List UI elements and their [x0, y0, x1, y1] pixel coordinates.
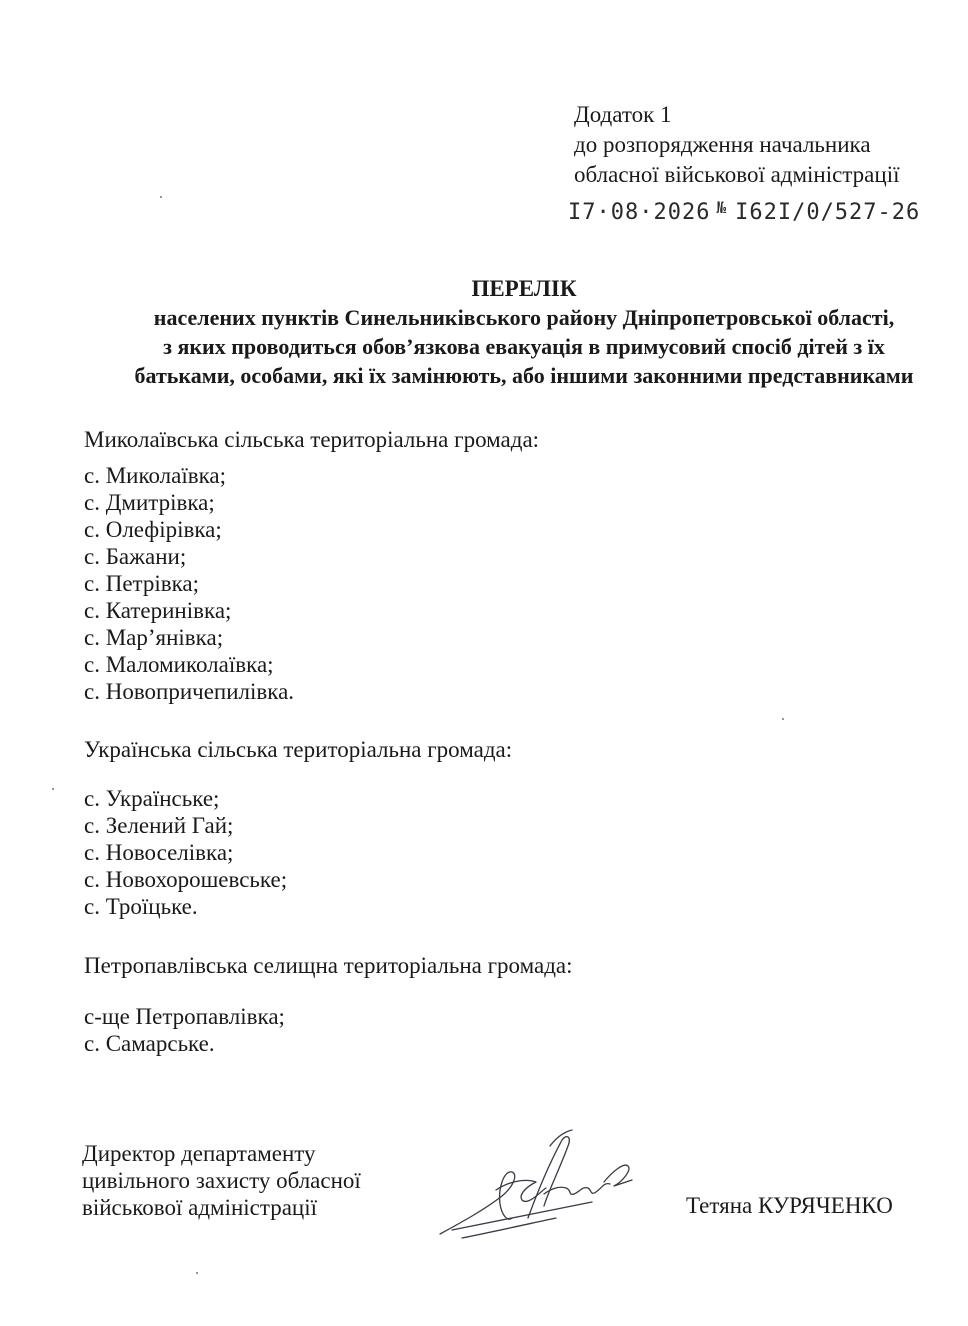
community-name: Українська сільська територіальна громада:	[84, 737, 513, 762]
community-section-mykolaivska	[84, 426, 539, 705]
heading-line-1: населених пунктів Синельниківського району Дніпропетровської області,	[153, 305, 895, 330]
list-item: с. Троїцьке.	[84, 894, 198, 919]
heading-line-2: з яких проводиться обов’язкова евакуація в примусовий спосіб дітей з їх	[163, 334, 885, 359]
appendix-block	[574, 100, 899, 190]
list-item: с. Українське;	[84, 786, 220, 811]
community-name: Миколаївська сільська територіальна громада:	[84, 427, 540, 452]
scan-speck	[52, 788, 54, 790]
settlement-list	[84, 785, 512, 920]
registration-number: I62I/0/527-26	[735, 200, 921, 225]
signer-position-line-3: військової адміністрації	[82, 1195, 317, 1220]
scan-speck	[782, 718, 784, 720]
appendix-line-3: обласної військової адміністрації	[574, 162, 900, 187]
document-title: ПЕРЕЛІК	[471, 276, 577, 301]
list-item: с. Мар’янівка;	[84, 625, 224, 650]
document-heading	[80, 274, 968, 390]
settlement-list	[84, 462, 539, 705]
scan-speck	[160, 196, 162, 198]
registration-stamp	[568, 198, 920, 225]
list-item: с. Катеринівка;	[84, 598, 232, 623]
list-item: с. Новохорошевське;	[84, 867, 288, 892]
list-item: с. Маломиколаївка;	[84, 652, 274, 677]
community-name: Петропавлівська селищна територіальна громада:	[84, 953, 573, 978]
signer-position-line-1: Директор департаменту	[82, 1141, 316, 1166]
list-item: с. Новоселівка;	[84, 840, 234, 865]
signer-position	[82, 1140, 361, 1221]
signer-position-line-2: цивільного захисту обласної	[82, 1168, 361, 1193]
list-item: с. Дмитрівка;	[84, 490, 215, 515]
list-item: с. Миколаївка;	[84, 463, 227, 488]
appendix-line-1: Додаток 1	[574, 102, 672, 127]
heading-line-3: батьками, особами, які їх замінюють, або іншими законними представниками	[134, 363, 914, 388]
list-item: с. Бажани;	[84, 544, 187, 569]
list-item: с. Самарське.	[84, 1031, 215, 1056]
appendix-line-2: до розпорядження начальника	[574, 132, 871, 157]
community-section-petropavlivska	[84, 952, 573, 1057]
registration-date: I7·08·2026	[568, 200, 711, 225]
list-item: с. Зелений Гай;	[84, 813, 234, 838]
signer-name: Тетяна КУРЯЧЕНКО	[686, 1193, 893, 1218]
community-section-ukrainska	[84, 736, 512, 920]
list-item: с. Петрівка;	[84, 571, 200, 596]
number-sign: №	[716, 198, 728, 217]
list-item: с-ще Петропавлівка;	[84, 1004, 285, 1029]
handwritten-signature-icon	[432, 1126, 642, 1246]
scan-speck	[196, 1272, 198, 1274]
list-item: с. Новопричепилівка.	[84, 679, 295, 704]
list-item: с. Олефірівка;	[84, 517, 222, 542]
settlement-list	[84, 1003, 573, 1057]
